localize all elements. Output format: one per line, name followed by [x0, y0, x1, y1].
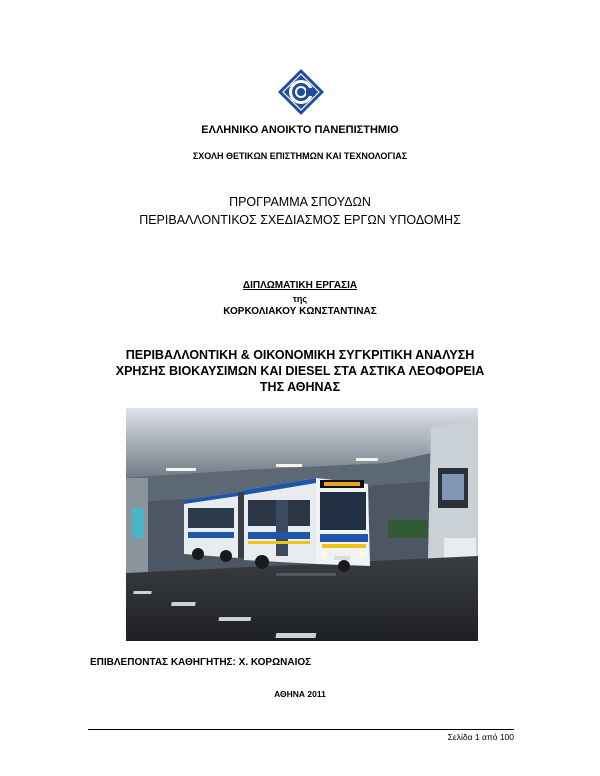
- thesis-title-line-2: ΧΡΗΣΗΣ ΒΙΟΚΑΥΣΙΜΩΝ ΚΑΙ DIESEL ΣΤΑ ΑΣΤΙΚΑ ΛΕΟΦΟΡΕΙΑ: [115, 364, 485, 378]
- university-logo-icon: [277, 68, 325, 116]
- thesis-type: ΔΙΠΛΩΜΑΤΙΚΗ ΕΡΓΑΣΙΑ: [242, 280, 358, 291]
- school-name: ΣΧΟΛΗ ΘΕΤΙΚΩΝ ΕΠΙΣΤΗΜΩΝ ΚΑΙ ΤΕΧΝΟΛΟΓΙΑΣ: [192, 151, 408, 161]
- cover-photo: [126, 408, 478, 641]
- thesis-of-label: της: [292, 294, 308, 304]
- page-number: Σελίδα 1 από 100: [447, 732, 514, 742]
- thesis-title-line-3: ΤΗΣ ΑΘΗΝΑΣ: [259, 380, 341, 394]
- program-name: ΠΕΡΙΒΑΛΛΟΝΤΙΚΟΣ ΣΧΕΔΙΑΣΜΟΣ ΕΡΓΩΝ ΥΠΟΔΟΜΗΣ: [139, 213, 461, 227]
- supervisor: ΕΠΙΒΛΕΠΟΝΤΑΣ ΚΑΘΗΓΗΤΗΣ: Χ. ΚΟΡΩΝΑΙΟΣ: [90, 657, 312, 668]
- author-name: ΚΟΡΚΟΛΙΑΚΟΥ ΚΩΝΣΤΑΝΤΙΝΑΣ: [223, 306, 377, 317]
- program-heading: ΠΡΟΓΡΑΜΜΑ ΣΠΟΥΔΩΝ: [229, 195, 371, 209]
- footer-divider: [88, 729, 514, 730]
- university-name: ΕΛΛΗΝΙΚΟ ΑΝΟΙΚΤΟ ΠΑΝΕΠΙΣΤΗΜΙΟ: [201, 124, 399, 136]
- thesis-title-line-1: ΠΕΡΙΒΑΛΛΟΝΤΙΚΗ & ΟΙΚΟΝΟΜΙΚΗ ΣΥΓΚΡΙΤΙΚΗ ΑΝΑΛΥΣΗ: [125, 348, 475, 362]
- city-year: ΑΘΗΝΑ 2011: [274, 689, 326, 699]
